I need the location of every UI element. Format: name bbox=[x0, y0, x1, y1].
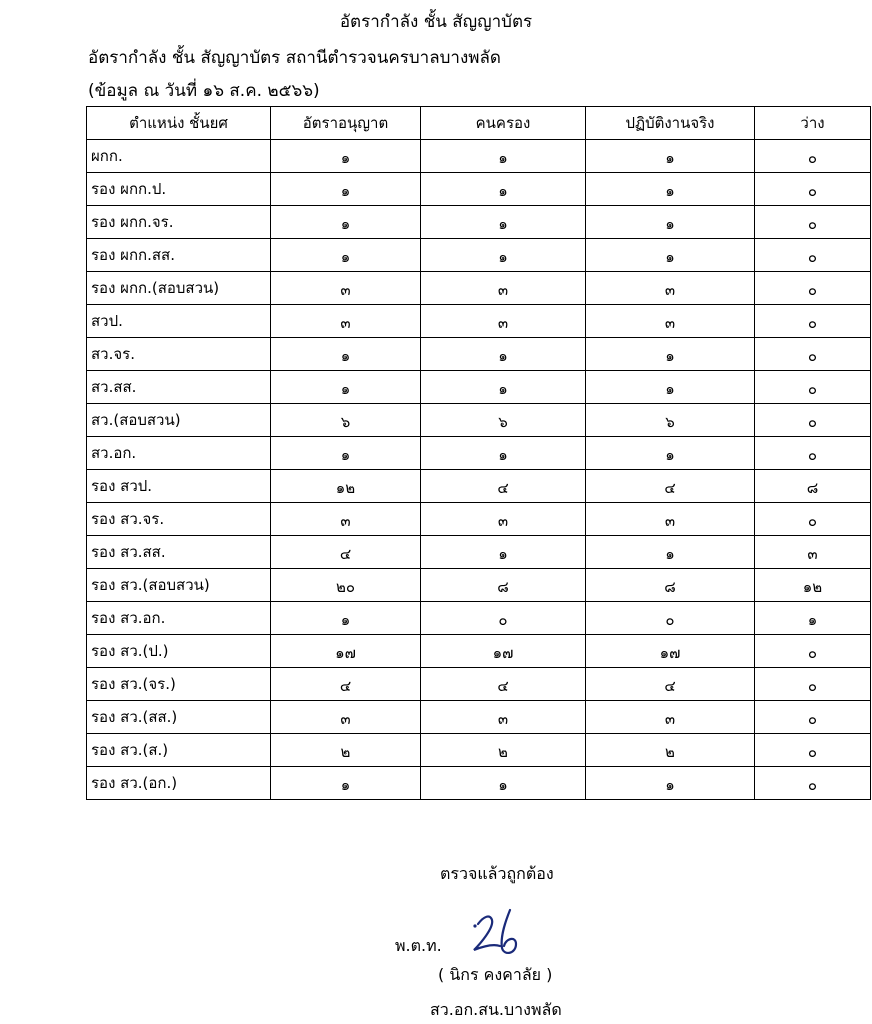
cell-actual: ๑ bbox=[586, 140, 755, 173]
cell-allowed: ๓ bbox=[271, 701, 421, 734]
cell-holding: ๑ bbox=[421, 140, 586, 173]
cell-vacant: ๘ bbox=[755, 470, 871, 503]
cell-holding: ๓ bbox=[421, 272, 586, 305]
table-row bbox=[87, 602, 871, 635]
cell-actual: ๓ bbox=[586, 503, 755, 536]
cell-position: รอง ผกก.สส. bbox=[87, 239, 271, 272]
cell-vacant: ๐ bbox=[755, 173, 871, 206]
cell-vacant: ๐ bbox=[755, 404, 871, 437]
cell-actual: ๑ bbox=[586, 437, 755, 470]
cell-position: รอง สว.(สอบสวน) bbox=[87, 569, 271, 602]
table-row bbox=[87, 140, 871, 173]
table-row bbox=[87, 503, 871, 536]
cell-position: รอง สว.(ส.) bbox=[87, 734, 271, 767]
cell-holding: ๓ bbox=[421, 503, 586, 536]
cell-actual: ๑๗ bbox=[586, 635, 755, 668]
cell-position: รอง ผกก.จร. bbox=[87, 206, 271, 239]
cell-allowed: ๑ bbox=[271, 338, 421, 371]
cell-actual: ๓ bbox=[586, 272, 755, 305]
table-row bbox=[87, 470, 871, 503]
table-row bbox=[87, 371, 871, 404]
cell-position: รอง สว.(จร.) bbox=[87, 668, 271, 701]
cell-actual: ๐ bbox=[586, 602, 755, 635]
cell-holding: ๑ bbox=[421, 206, 586, 239]
cell-actual: ๖ bbox=[586, 404, 755, 437]
cell-allowed: ๑๒ bbox=[271, 470, 421, 503]
cell-holding: ๐ bbox=[421, 602, 586, 635]
cell-actual: ๑ bbox=[586, 173, 755, 206]
cell-allowed: ๑ bbox=[271, 437, 421, 470]
cell-vacant: ๐ bbox=[755, 767, 871, 800]
cell-allowed: ๓ bbox=[271, 272, 421, 305]
cell-actual: ๑ bbox=[586, 536, 755, 569]
header-actual: ปฏิบัติงานจริง bbox=[586, 107, 755, 140]
signature-image bbox=[470, 906, 530, 960]
table-row bbox=[87, 536, 871, 569]
cell-allowed: ๑๗ bbox=[271, 635, 421, 668]
cell-position: รอง สวป. bbox=[87, 470, 271, 503]
cell-allowed: ๑ bbox=[271, 767, 421, 800]
header-allowed: อัตราอนุญาต bbox=[271, 107, 421, 140]
document-subtitle: อัตรากำลัง ชั้น สัญญาบัตร สถานีตำรวจนครบาลบางพลัด bbox=[88, 48, 501, 68]
cell-vacant: ๐ bbox=[755, 635, 871, 668]
cell-actual: ๔ bbox=[586, 668, 755, 701]
cell-position: สว.(สอบสวน) bbox=[87, 404, 271, 437]
cell-position: สว.จร. bbox=[87, 338, 271, 371]
cell-vacant: ๐ bbox=[755, 371, 871, 404]
cell-position: สว.สส. bbox=[87, 371, 271, 404]
cell-allowed: ๑ bbox=[271, 140, 421, 173]
cell-vacant: ๐ bbox=[755, 206, 871, 239]
cell-position: รอง ผกก.(สอบสวน) bbox=[87, 272, 271, 305]
table-row bbox=[87, 338, 871, 371]
cell-position: รอง สว.(อก.) bbox=[87, 767, 271, 800]
cell-allowed: ๓ bbox=[271, 305, 421, 338]
cell-holding: ๓ bbox=[421, 701, 586, 734]
document-title: อัตรากำลัง ชั้น สัญญาบัตร bbox=[339, 12, 533, 32]
cell-actual: ๒ bbox=[586, 734, 755, 767]
cell-position: รอง ผกก.ป. bbox=[87, 173, 271, 206]
header-holding: คนครอง bbox=[421, 107, 586, 140]
cell-holding: ๑ bbox=[421, 173, 586, 206]
table-row bbox=[87, 701, 871, 734]
table-row bbox=[87, 206, 871, 239]
cell-actual: ๑ bbox=[586, 239, 755, 272]
cell-position: รอง สว.จร. bbox=[87, 503, 271, 536]
table-row bbox=[87, 437, 871, 470]
cell-allowed: ๓ bbox=[271, 503, 421, 536]
cell-holding: ๑ bbox=[421, 338, 586, 371]
table-row bbox=[87, 767, 871, 800]
cell-allowed: ๑ bbox=[271, 239, 421, 272]
cell-vacant: ๐ bbox=[755, 437, 871, 470]
data-date: (ข้อมูล ณ วันที่ ๑๖ ส.ค. ๒๕๖๖) bbox=[88, 81, 320, 101]
cell-position: รอง สว.(ป.) bbox=[87, 635, 271, 668]
cell-vacant: ๑๒ bbox=[755, 569, 871, 602]
cell-actual: ๑ bbox=[586, 338, 755, 371]
table-body bbox=[87, 140, 871, 800]
cell-vacant: ๐ bbox=[755, 305, 871, 338]
cell-actual: ๑ bbox=[586, 767, 755, 800]
cell-position: รอง สว.(สส.) bbox=[87, 701, 271, 734]
cell-position: สวป. bbox=[87, 305, 271, 338]
cell-holding: ๑๗ bbox=[421, 635, 586, 668]
signer-rank: พ.ต.ท. bbox=[395, 936, 442, 955]
cell-holding: ๘ bbox=[421, 569, 586, 602]
cell-holding: ๖ bbox=[421, 404, 586, 437]
cell-actual: ๘ bbox=[586, 569, 755, 602]
table-row bbox=[87, 173, 871, 206]
cell-holding: ๒ bbox=[421, 734, 586, 767]
cell-allowed: ๖ bbox=[271, 404, 421, 437]
cell-position: ผกก. bbox=[87, 140, 271, 173]
table-row bbox=[87, 734, 871, 767]
header-position: ตำแหน่ง ชั้นยศ bbox=[87, 107, 271, 140]
cell-vacant: ๐ bbox=[755, 239, 871, 272]
cell-holding: ๑ bbox=[421, 239, 586, 272]
cell-actual: ๓ bbox=[586, 305, 755, 338]
cell-vacant: ๐ bbox=[755, 140, 871, 173]
cell-vacant: ๐ bbox=[755, 701, 871, 734]
cell-holding: ๑ bbox=[421, 371, 586, 404]
cell-vacant: ๓ bbox=[755, 536, 871, 569]
cell-allowed: ๑ bbox=[271, 602, 421, 635]
cell-allowed: ๑ bbox=[271, 371, 421, 404]
cell-allowed: ๔ bbox=[271, 536, 421, 569]
cell-holding: ๔ bbox=[421, 470, 586, 503]
staffing-table bbox=[86, 106, 871, 800]
cell-allowed: ๒๐ bbox=[271, 569, 421, 602]
table-row bbox=[87, 305, 871, 338]
cell-holding: ๓ bbox=[421, 305, 586, 338]
cell-holding: ๑ bbox=[421, 767, 586, 800]
cell-position: รอง สว.สส. bbox=[87, 536, 271, 569]
table-row bbox=[87, 668, 871, 701]
table-row bbox=[87, 272, 871, 305]
cell-vacant: ๐ bbox=[755, 338, 871, 371]
cell-allowed: ๑ bbox=[271, 206, 421, 239]
cell-actual: ๑ bbox=[586, 371, 755, 404]
cell-allowed: ๑ bbox=[271, 173, 421, 206]
table-row bbox=[87, 569, 871, 602]
signer-name: ( นิกร คงคาลัย ) bbox=[438, 965, 553, 984]
cell-holding: ๔ bbox=[421, 668, 586, 701]
header-vacant: ว่าง bbox=[755, 107, 871, 140]
cell-vacant: ๐ bbox=[755, 272, 871, 305]
cell-allowed: ๒ bbox=[271, 734, 421, 767]
cell-vacant: ๐ bbox=[755, 668, 871, 701]
cell-actual: ๑ bbox=[586, 206, 755, 239]
cell-allowed: ๔ bbox=[271, 668, 421, 701]
cell-actual: ๓ bbox=[586, 701, 755, 734]
table-row bbox=[87, 404, 871, 437]
cell-holding: ๑ bbox=[421, 437, 586, 470]
table-row bbox=[87, 635, 871, 668]
certified-note: ตรวจแล้วถูกต้อง bbox=[440, 864, 554, 883]
cell-holding: ๑ bbox=[421, 536, 586, 569]
cell-position: สว.อก. bbox=[87, 437, 271, 470]
signer-position: สว.อก.สน.บางพลัด bbox=[430, 1000, 562, 1019]
cell-actual: ๔ bbox=[586, 470, 755, 503]
table-row bbox=[87, 239, 871, 272]
table-header-row bbox=[87, 107, 871, 140]
cell-vacant: ๑ bbox=[755, 602, 871, 635]
cell-vacant: ๐ bbox=[755, 503, 871, 536]
cell-vacant: ๐ bbox=[755, 734, 871, 767]
cell-position: รอง สว.อก. bbox=[87, 602, 271, 635]
